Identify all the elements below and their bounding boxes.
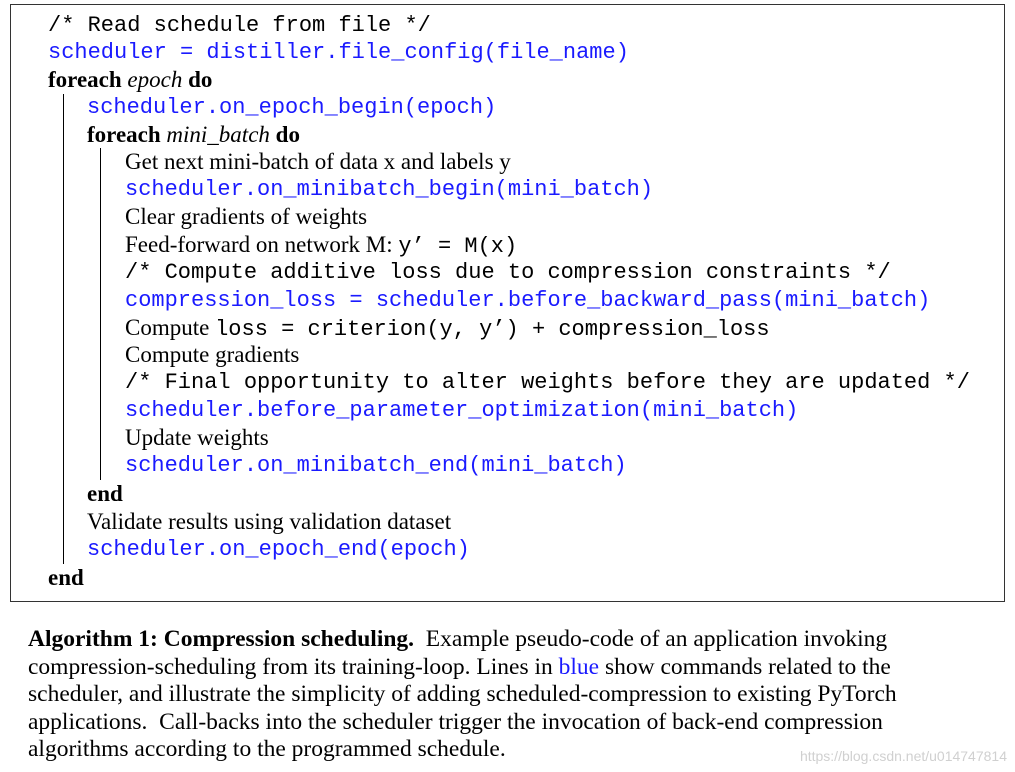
caption-line-1 (28, 626, 978, 654)
caption-label: Algorithm 1: Compression scheduling. (28, 626, 415, 652)
before-param-opt-line: scheduler.before_parameter_optimization(mini_batch) (125, 398, 799, 423)
caption-line-5: algorithms according to the programmed schedule. (28, 736, 506, 763)
epoch-variable: epoch (127, 67, 183, 92)
caption-blue-word: blue (558, 653, 600, 680)
compression-loss-line: compression_loss = scheduler.before_backward_pass(mini_batch) (125, 288, 931, 313)
outer-end-keyword: end (48, 565, 84, 590)
outer-loop-scope-bar (63, 94, 64, 564)
feed-forward-code: y’ = M(x) (398, 234, 518, 259)
scheduler-init-line: scheduler = distiller.file_config(file_name) (48, 40, 629, 65)
caption-line-4: applications. Call-backs into the scheduler trigger the invocation of back-end compression (28, 708, 883, 735)
compute-gradients-line: Compute gradients (125, 342, 300, 367)
inner-loop-scope-bar (100, 148, 101, 480)
compute-loss-line (125, 314, 770, 341)
on-epoch-end-line: scheduler.on_epoch_end(epoch) (87, 537, 470, 562)
caption-line-1-text: Example pseudo-code of an application invoking (414, 626, 888, 652)
feed-forward-text: Feed-forward on network M: (125, 232, 399, 257)
caption-line-2-post: show commands related to the (599, 653, 891, 680)
do-keyword: do (188, 67, 213, 92)
on-epoch-begin-line: scheduler.on_epoch_begin(epoch) (87, 95, 497, 120)
clear-gradients-line: Clear gradients of weights (125, 204, 368, 229)
compute-loss-code: loss = criterion(y, y’) + compression_loss (215, 317, 770, 342)
foreach-epoch-line (48, 66, 212, 93)
watermark: https://blog.csdn.net/u014747814 (799, 748, 1007, 764)
foreach-keyword: foreach (48, 67, 122, 92)
inner-end-keyword: end (87, 481, 123, 506)
comment-final-opportunity: /* Final opportunity to alter weights before they are updated */ (125, 370, 970, 395)
compute-loss-text: Compute (125, 315, 216, 340)
minibatch-variable: mini_batch (166, 122, 270, 147)
foreach-minibatch-line (87, 121, 300, 148)
on-minibatch-end-line: scheduler.on_minibatch_end(mini_batch) (125, 453, 627, 478)
do-keyword: do (275, 122, 300, 147)
foreach-keyword: foreach (87, 122, 161, 147)
comment-compute-loss: /* Compute additive loss due to compression constraints */ (125, 260, 891, 285)
on-minibatch-begin-line: scheduler.on_minibatch_begin(mini_batch) (125, 177, 654, 202)
caption-line-3: scheduler, and illustrate the simplicity of adding scheduled-compression to existing PyTorch (28, 681, 897, 708)
comment-read-schedule: /* Read schedule from file */ (48, 13, 431, 38)
validate-results-line: Validate results using validation dataset (87, 509, 452, 534)
get-minibatch-line: Get next mini-batch of data x and labels y (125, 149, 511, 174)
algorithm-caption (28, 626, 978, 764)
caption-line-2 (28, 654, 978, 682)
caption-line-2-pre: compression-scheduling from its training-loop. Lines in (28, 653, 559, 680)
feed-forward-line (125, 231, 517, 258)
update-weights-line: Update weights (125, 425, 269, 450)
